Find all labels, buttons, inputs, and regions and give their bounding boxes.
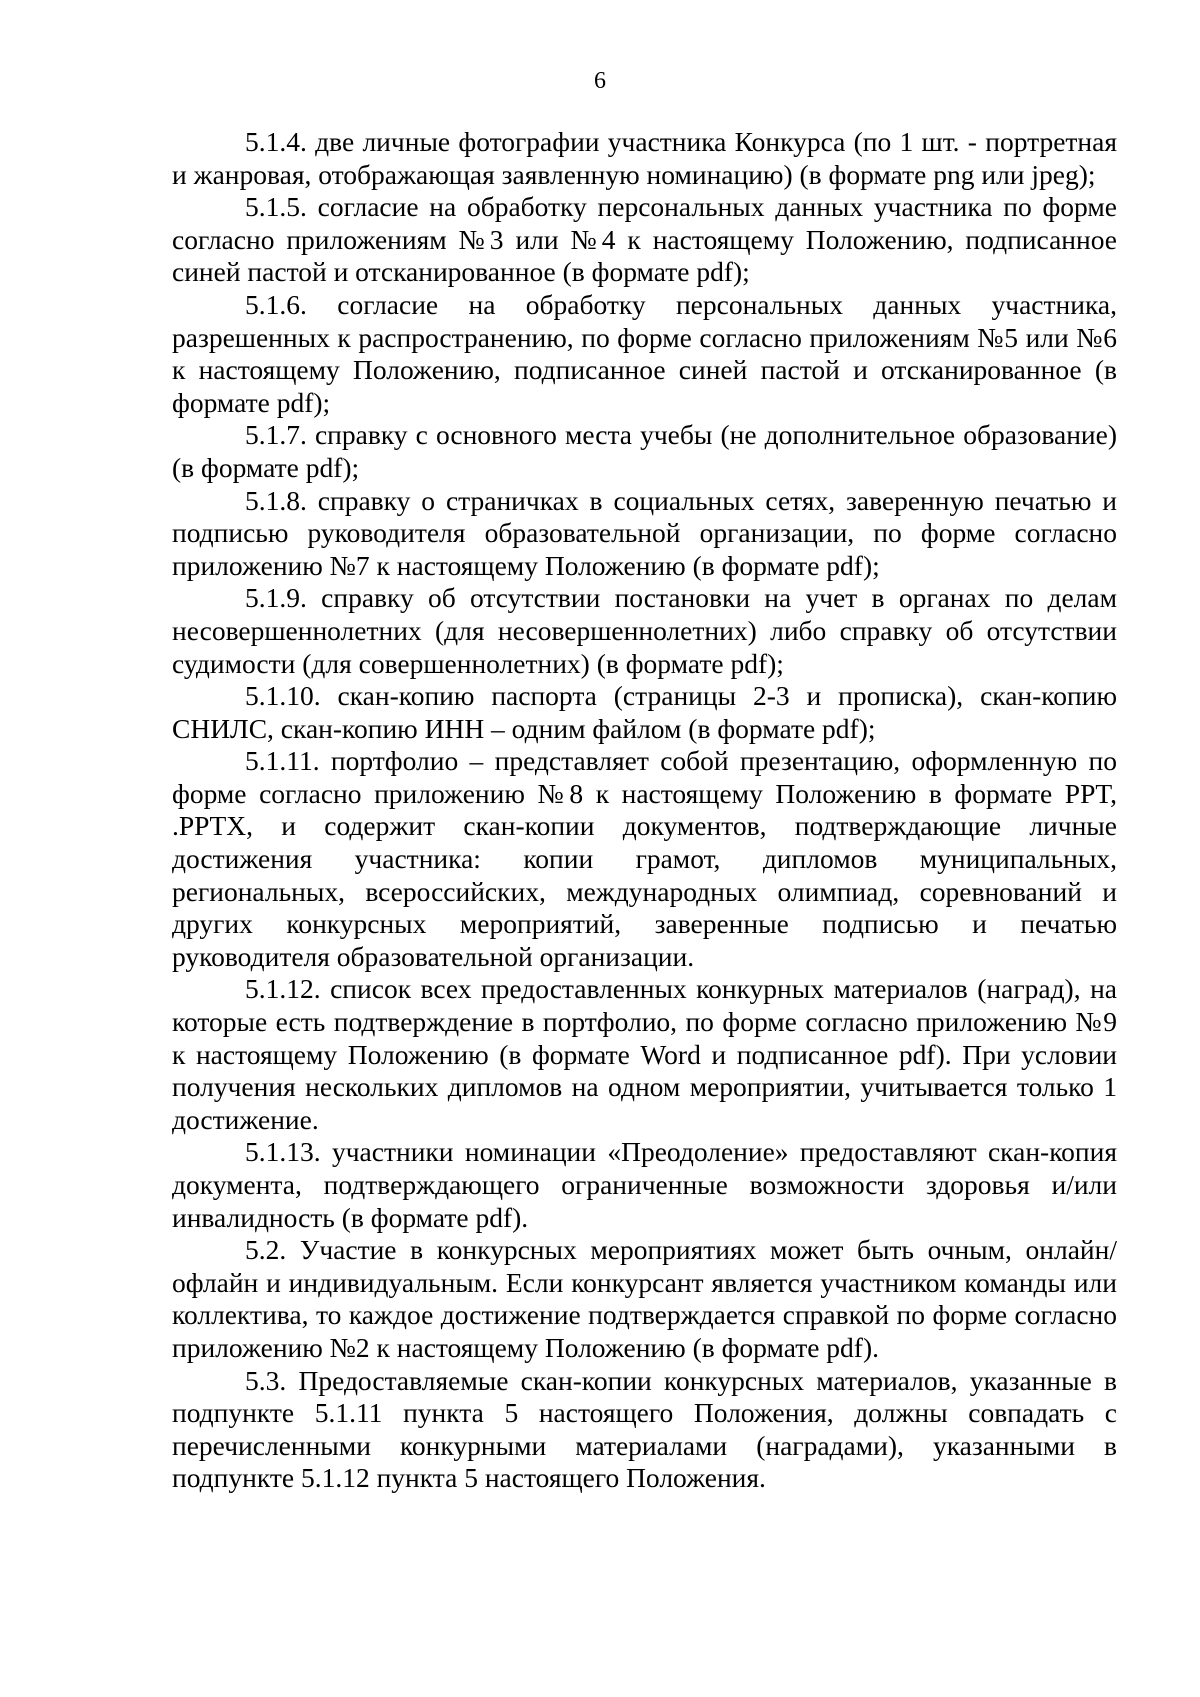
paragraph-5-1-11: 5.1.11. портфолио – представляет собой презентацию, оформленную по форме согласно приложению №8 к настоящему Положению в формате PPT, .PPTX, и содержит скан-копии документов, подтверждающие личные достижения участника: копии грамот, дипломов муниципальных, региональных, всероссийских, международных олимпиад, соревнований и других конкурсных мероприятий, заверенные подписью и печатью руководителя образовательной организации. [172,745,1117,972]
paragraph-5-1-13: 5.1.13. участники номинации «Преодоление» предоставляют скан-копия документа, подтверждающего ограниченные возможности здоровья и/или инвалидность (в формате pdf). [172,1136,1117,1233]
document-body [172,126,1117,1495]
paragraph-5-3: 5.3. Предоставляемые скан-копии конкурсных материалов, указанные в подпункте 5.1.11 пункта 5 настоящего Положения, должны совпадать с перечисленными конкурными материалами (наградами), указанными в подпункте 5.1.12 пункта 5 настоящего Положения. [172,1364,1117,1494]
paragraph-5-1-4: 5.1.4. две личные фотографии участника Конкурса (по 1 шт. - портретная и жанровая, отображающая заявленную номинацию) (в формате png или jpeg); [172,126,1117,190]
page-number: 6 [594,68,606,94]
paragraph-5-1-5: 5.1.5. согласие на обработку персональных данных участника по форме согласно приложениям №3 или №4 к настоящему Положению, подписанное синей пастой и отсканированное (в формате pdf); [172,191,1117,288]
paragraph-5-1-10: 5.1.10. скан-копию паспорта (страницы 2-3 и прописка), скан-копию СНИЛС, скан-копию ИНН – одним файлом (в формате pdf); [172,680,1117,744]
paragraph-5-1-7: 5.1.7. справку с основного места учебы (не дополнительное образование) (в формате pdf); [172,419,1117,483]
paragraph-5-1-8: 5.1.8. справку о страничках в социальных сетях, заверенную печатью и подписью руководителя образовательной организации, по форме согласно приложению №7 к настоящему Положению (в формате pdf); [172,484,1117,581]
paragraph-5-2: 5.2. Участие в конкурсных мероприятиях может быть очным, онлайн/офлайн и индивидуальным. Если конкурсант является участником команды или коллектива, то каждое достижение подтверждается справкой по форме согласно приложению №2 к настоящему Положению (в формате pdf). [172,1234,1117,1363]
paragraph-5-1-12: 5.1.12. список всех предоставленных конкурных материалов (наград), на которые есть подтверждение в портфолио, по форме согласно приложению №9 к настоящему Положению (в формате Word и подписанное pdf). При условии получения нескольких дипломов на одном мероприятии, учитывается только 1 достижение. [172,973,1117,1135]
paragraph-5-1-6: 5.1.6. согласие на обработку персональных данных участника, разрешенных к распространению, по форме согласно приложениям №5 или №6 к настоящему Положению, подписанное синей пастой и отсканированное (в формате pdf); [172,288,1117,418]
paragraph-5-1-9: 5.1.9. справку об отсутствии постановки на учет в органах по делам несовершеннолетних (для несовершеннолетних) либо справку об отсутствии судимости (для совершеннолетних) (в формате pdf); [172,582,1117,679]
